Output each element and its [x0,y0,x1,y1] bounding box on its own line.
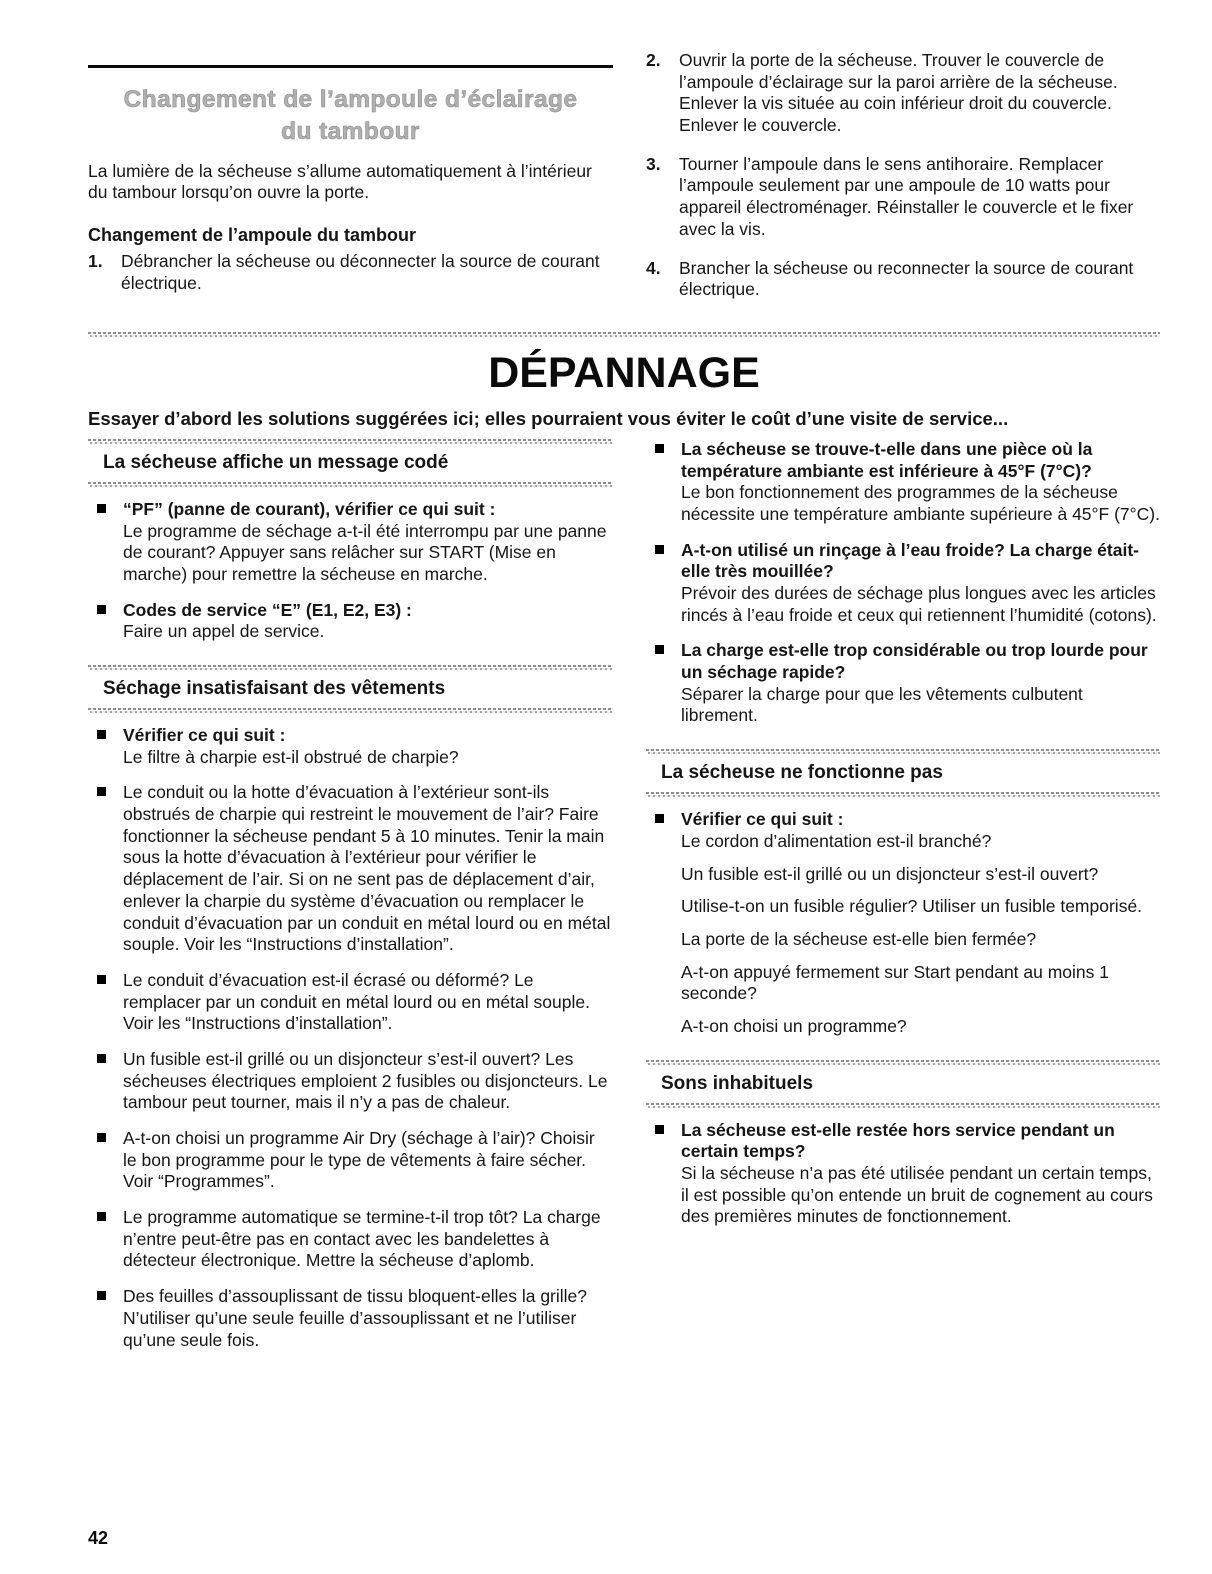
bullet-square-icon [655,444,664,453]
page-title: DÉPANNAGE [488,348,760,397]
section-header [88,665,613,713]
step-number: 4. [646,257,661,278]
list-item [88,1207,613,1272]
top-section [88,50,1160,318]
bullet-bold-text: La charge est-elle trop considérable ou trop lourde pour un séchage rapide? [681,640,1148,683]
bullet-bold-text: “PF” (panne de courant), vérifier ce qui suit : [123,498,496,519]
bullet-square-icon [97,1054,106,1063]
bullet-body-text: A-t-on choisi un programme Air Dry (séchage à l’air)? Choisir le bon programme pour le type de vêtements à faire sécher. Voir “Programmes”. [123,1128,595,1192]
section-header-label: La sécheuse affiche un message codé [103,451,449,473]
bullet-square-icon [97,504,106,513]
section-header [646,1060,1160,1108]
bullet-bold-text: La sécheuse est-elle restée hors service pendant un certain temps? [681,1119,1115,1162]
bullet-paragraph: Un fusible est-il grillé ou un disjoncteur s’est-il ouvert? [681,863,1099,884]
bullet-square-icon [97,787,106,796]
bullet-square-icon [655,814,664,823]
hatch-rule [646,792,1160,797]
bullet-body-text: Des feuilles d’assouplissant de tissu bloquent-elles la grille? N’utiliser qu’une seule feuille d’assouplissant et ne l’utiliser qu’une seule fois. [123,1286,588,1350]
list-item [88,970,613,1035]
bullet-paragraph: A-t-on choisi un programme? [681,1015,907,1036]
top-rule [88,65,613,68]
hatch-rule [646,1103,1160,1108]
list-item [88,725,613,768]
section-header [646,749,1160,797]
numbered-step [646,50,1160,137]
bullet-body-text: Le conduit ou la hotte d’évacuation à l’extérieur sont-ils obstrués de charpie qui restreint le mouvement de l’air? Faire fonctionner la sécheuse pendant 5 à 10 minutes. Tenir la main sous la hotte d’évacuation à l’extérieur pour vérifier le déplacement de l’air. Si on ne sent pas de déplacement d’air, enlever la charpie du système d’évacuation ou remplacer le conduit d’évacuation par un conduit en métal lourd ou en métal souple. Voir les “Instructions d’installation”. [123,782,611,955]
bullet-body-text: Faire un appel de service. [123,621,325,642]
bullet-body-text: Le programme automatique se termine-t-il trop tôt? La charge n’entre peut-être pas en contact avec les bandelettes à détecteur électronique. Mettre la sécheuse d’aplomb. [123,1207,601,1271]
bullet-square-icon [97,605,106,614]
top-left-column [88,50,613,318]
bullet-square-icon [97,1133,106,1142]
bullet-body-text: Si la sécheuse n’a pas été utilisée pendant un certain temps, il est possible qu’on entende un bruit de cognement au cours des premières minutes de fonctionnement. [681,1163,1153,1227]
step-number: 2. [646,50,661,70]
bullet-body-text: Le programme de séchage a-t-il été interrompu par une panne de courant? Appuyer sans relâcher sur START (Mise en marche) pour remettre la sécheuse en marche. [123,520,607,584]
numbered-step [88,251,613,294]
bullet-square-icon [97,730,106,739]
list-item [88,1128,613,1193]
list-item [88,1286,613,1351]
section-divider [88,332,1160,337]
bullet-paragraph: Utilise-t-on un fusible régulier? Utiliser un fusible temporisé. [681,896,1143,917]
page-number: 42 [88,1528,109,1548]
step-text: Débrancher la sécheuse ou déconnecter la source de courant électrique. [121,251,600,293]
list-item [88,600,613,643]
bullet-square-icon [97,1291,106,1300]
list-item [646,540,1160,627]
list-item [646,439,1160,526]
ghost-title-line1: Changement de l’ampoule d’éclairage [123,86,578,113]
bullet-bold-text: La sécheuse se trouve-t-elle dans une pièce où la température ambiante est inférieure à 45°F (7°C)? [681,438,1093,481]
troubleshooting-right-column [646,439,1160,1365]
bullet-bold-text: Vérifier ce qui suit : [681,809,844,830]
spacer [646,1052,1160,1060]
list-item [646,640,1160,727]
step-number: 3. [646,153,661,174]
list-item [88,782,613,956]
bullet-body-text: Séparer la charge pour que les vêtements culbutent librement. [681,683,1083,726]
bullet-body-text: Un fusible est-il grillé ou un disjoncteur s’est-il ouvert? Les sécheuses électriques emploient 2 fusibles ou disjoncteurs. Le tambour peut tourner, mais il n’y a pas de chaleur. [123,1048,608,1113]
step-text: Ouvrir la porte de la sécheuse. Trouver le couvercle de l’ampoule d’éclairage sur la paroi arrière de la sécheuse. Enlever la vis située au coin inférieur droit du couvercle. Enlever le couvercle. [679,50,1118,136]
ghost-section-title [88,84,613,148]
spacer [646,741,1160,749]
bullet-body-text: Prévoir des durées de séchage plus longues avec les articles rincés à l’eau froide et ceux qui retiennent l’humidité (cotons). [681,583,1157,625]
step-number: 1. [88,251,103,272]
list-item [88,499,613,586]
bullet-square-icon [655,1125,664,1134]
bullet-paragraph: A-t-on appuyé fermement sur Start pendant au moins 1 seconde? [681,961,1110,1004]
numbered-step [646,258,1160,301]
bullet-body-text: Le bon fonctionnement des programmes de la sécheuse nécessite une température ambiante supérieure à 45°F (7°C). [681,482,1160,524]
bullet-body-text: Le filtre à charpie est-il obstrué de charpie? [123,746,459,767]
troubleshooting-intro: Essayer d’abord les solutions suggérées ici; elles pourraient vous éviter le coût d’une visite de service... [88,407,1009,429]
top-right-column [646,50,1160,318]
section-header [88,439,613,487]
section-header-label: La sécheuse ne fonctionne pas [661,762,943,784]
spacer [88,657,613,665]
bullet-square-icon [655,645,664,654]
numbered-step [646,154,1160,241]
list-item [646,1120,1160,1228]
bullet-body-text: Le conduit d’évacuation est-il écrasé ou déformé? Le remplacer par un conduit en métal lourd ou en métal souple. Voir les “Instructions d’installation”. [123,969,590,1034]
bullet-bold-text: Codes de service “E” (E1, E2, E3) : [123,599,412,620]
intro-paragraph: La lumière de la sécheuse s’allume automatiquement à l’intérieur du tambour lorsqu’on ouvre la porte. [88,160,592,203]
step-text: Brancher la sécheuse ou reconnecter la source de courant électrique. [679,257,1134,300]
section-header-label: Sons inhabituels [661,1072,814,1094]
hatch-rule [88,482,613,487]
bullet-paragraph: La porte de la sécheuse est-elle bien fermée? [681,928,1037,949]
list-item [646,809,1160,1038]
bullet-square-icon [97,975,106,984]
hatch-rule [88,708,613,713]
list-item [88,1049,613,1114]
step-text: Tourner l’ampoule dans le sens antihoraire. Remplacer l’ampoule seulement par une ampoule de 10 watts pour appareil électroménager. Réinstaller le couvercle et le fixer avec la vis. [679,153,1134,239]
bullet-paragraph: Le cordon d’alimentation est-il branché? [681,830,992,851]
bullet-bold-text: A-t-on utilisé un rinçage à l’eau froide? La charge était-elle très mouillée? [681,539,1139,582]
bullet-square-icon [97,1212,106,1221]
ghost-title-line2: du tambour [281,117,420,145]
troubleshooting-section [88,439,1160,1365]
troubleshooting-left-column [88,439,613,1365]
section-header-label: Séchage insatisfaisant des vêtements [103,678,446,699]
bullet-square-icon [655,545,664,554]
bullet-bold-text: Vérifier ce qui suit : [123,725,286,745]
subsection-heading: Changement de l’ampoule du tambour [88,225,417,246]
